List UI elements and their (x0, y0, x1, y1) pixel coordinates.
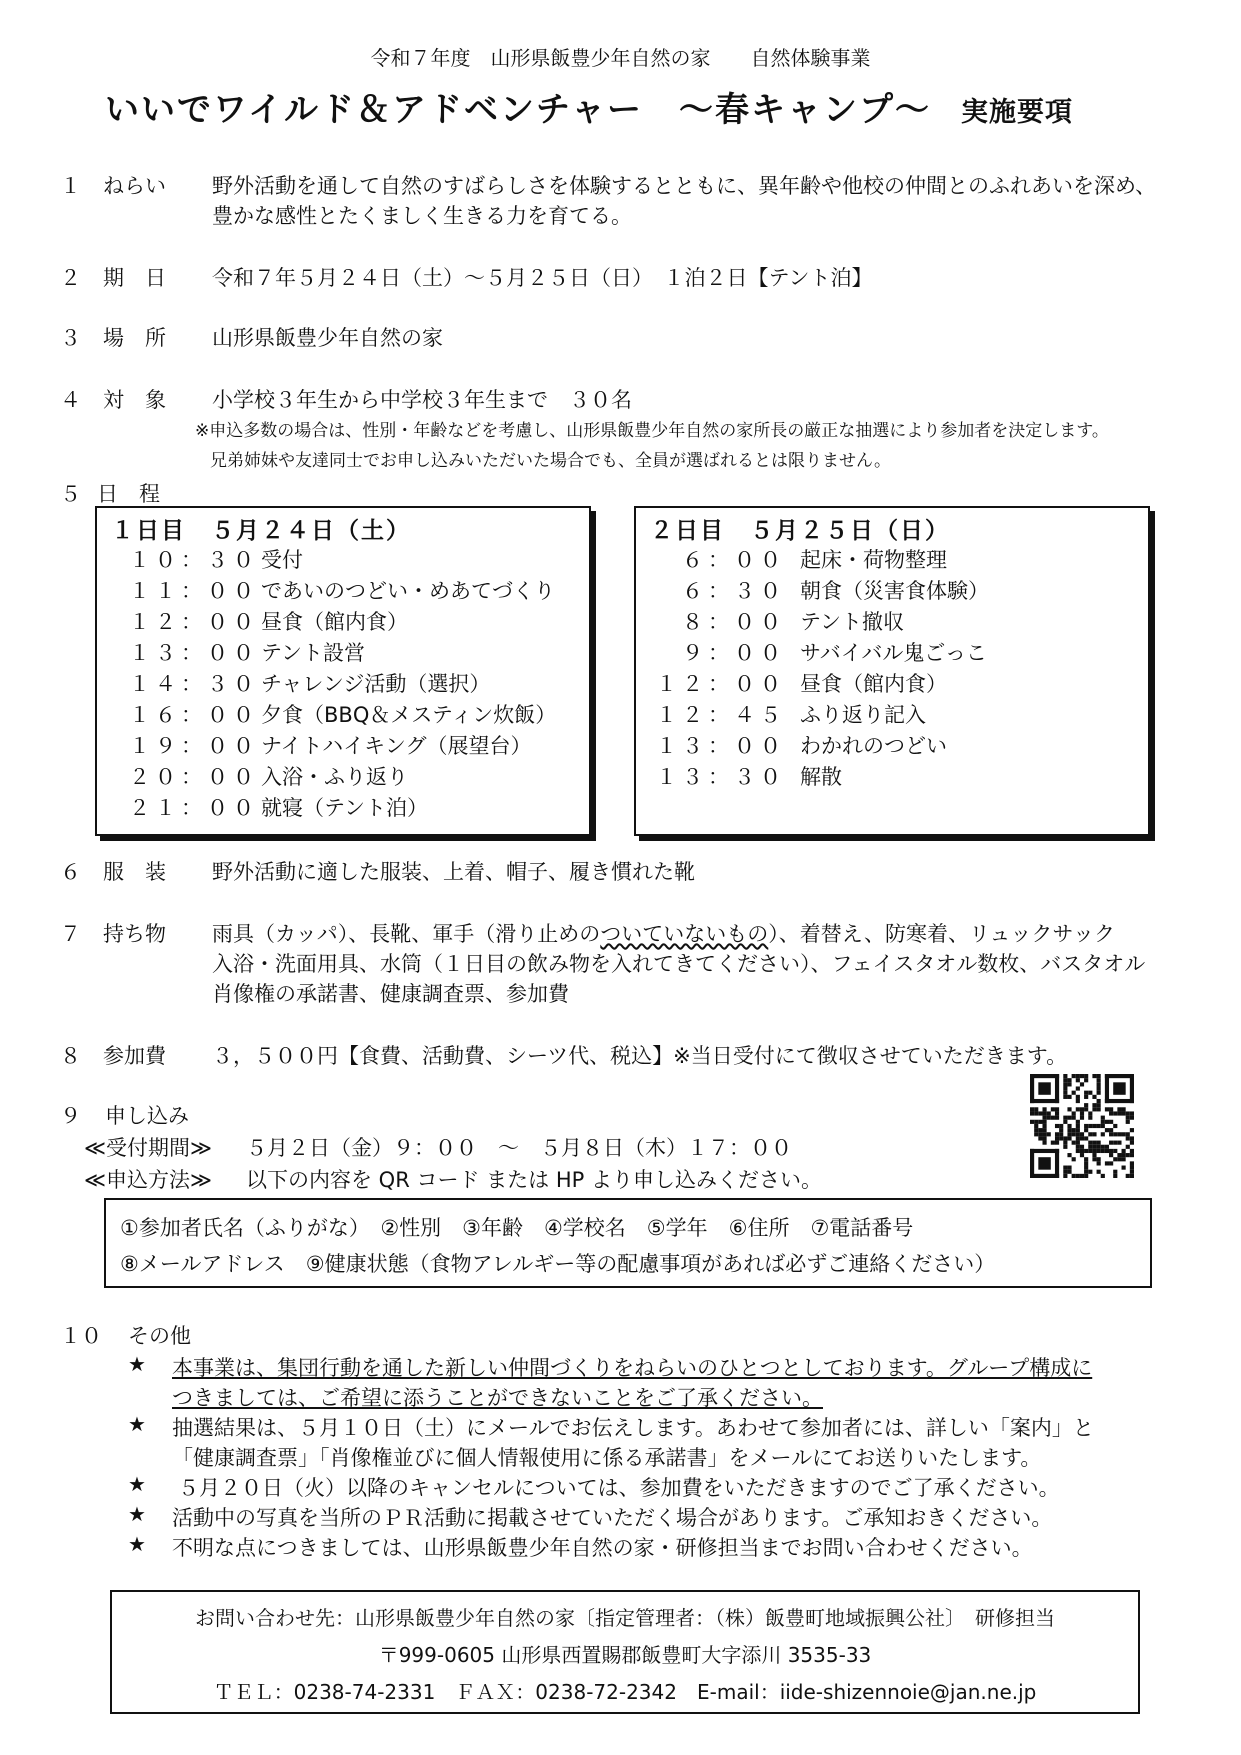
other-note-1-line2: つきましては、ご希望に添うことができないことをご了承ください。 (172, 1386, 823, 1410)
day1-time: ２０：００ (129, 765, 259, 789)
star-bullet: ★ (128, 1352, 146, 1376)
application-method-label: ≪申込方法≫ (84, 1168, 212, 1192)
belongings-part-c: ）、着替え、防寒着、リュックサック (768, 922, 1116, 946)
other-note-5: 不明な点につきましては、山形県飯豊少年自然の家・研修担当までお問い合わせください。 (172, 1536, 1033, 1560)
day1-time: １９：００ (129, 734, 259, 758)
section-3-text: 山形県飯豊少年自然の家 (212, 326, 443, 350)
application-items-line1: ①参加者氏名（ふりがな） ②性別 ③年齢 ④学校名 ⑤学年 ⑥住所 ⑦電話番号 (120, 1216, 914, 1240)
day1-time: １１：００ (129, 579, 259, 603)
day2-time: ８：００ (682, 610, 786, 634)
day2-event: 解散 (800, 765, 842, 789)
day1-event: 就寝（テント泊） (261, 796, 428, 820)
section-8-text: ３，５００円【食費、活動費、シーツ代、税込】※当日受付にて徴収させていただきます。 (212, 1044, 1068, 1068)
schedule-day1-box (95, 506, 591, 836)
day1-time: １２：００ (129, 610, 259, 634)
section-3-label: 場 所 (103, 326, 166, 350)
section-1-text-line2: 豊かな感性とたくましく生きる力を育てる。 (212, 204, 632, 228)
section-4-note-line1: ※申込多数の場合は、性別・年齢などを考慮し、山形県飯豊少年自然の家所長の厳正な抽選により参加者を決定します。 (195, 421, 1109, 441)
day2-time: １２：００ (656, 672, 786, 696)
day1-time: １６：００ (129, 703, 259, 727)
section-5-number: ５ (60, 482, 81, 506)
other-note-2-line2: 「健康調査票」「肖像権並びに個人情報使用に係る承諾書」をメールにてお送りいたします。 (172, 1446, 1042, 1470)
day2-event: 朝食（災害食体験） (800, 579, 989, 603)
day1-event: 昼食（館内食） (261, 610, 408, 634)
section-1-text-line1: 野外活動を通して自然のすばらしさを体験するとともに、異年齢や他校の仲間とのふれあいを深め、 (212, 174, 1157, 198)
day1-event: テント設営 (261, 641, 365, 665)
section-7-label: 持ち物 (103, 922, 166, 946)
other-note-2-line1: 抽選結果は、５月１０日（土）にメールでお伝えします。あわせて参加者には、詳しい「案内」と (172, 1416, 1094, 1440)
event-subtitle: 令和７年度 山形県飯豊少年自然の家 自然体験事業 (370, 46, 871, 70)
day1-event: チャレンジ活動（選択） (261, 672, 491, 696)
section-5-label: 日 程 (97, 482, 160, 506)
day2-event: わかれのつどい (800, 734, 947, 758)
section-1-number: １ (60, 174, 81, 198)
schedule-day2-heading: ２日目 ５月２５日（日） (650, 518, 950, 544)
day2-time: ９：００ (682, 641, 786, 665)
other-note-1-line1: 本事業は、集団行動を通した新しい仲間づくりをねらいのひとつとしております。グループ構成に (172, 1356, 1093, 1380)
section-8-number: ８ (60, 1044, 81, 1068)
day2-event: 昼食（館内食） (800, 672, 947, 696)
schedule-day2-box (634, 506, 1150, 836)
section-4-note-line2: 兄弟姉妹や友達同士でお申し込みいただいた場合でも、全員が選ばれるとは限りません。 (210, 451, 892, 471)
section-10-label: その他 (128, 1324, 191, 1348)
contact-line1: お問い合わせ先：山形県飯豊少年自然の家〔指定管理者：（株）飯豊町地域振興公社〕 研修担当 (195, 1606, 1055, 1630)
schedule-day1-heading: １日目 ５月２４日（土） (111, 518, 411, 544)
application-period-label: ≪受付期間≫ (84, 1136, 212, 1160)
section-2-text: 令和７年５月２４日（土）～５月２５日（日） １泊２日【テント泊】 (212, 266, 873, 290)
day2-time: ６：００ (682, 548, 786, 572)
day1-event: 夕食（BBQ＆メスティン炊飯） (261, 703, 557, 727)
other-note-3: ５月２０日（火）以降のキャンセルについては、参加費をいただきますのでご了承ください。 (178, 1476, 1060, 1500)
day2-time: ６：３０ (682, 579, 786, 603)
section-9-number: ９ (60, 1104, 81, 1128)
day2-time: １３：００ (656, 734, 786, 758)
section-4-text: 小学校３年生から中学校３年生まで ３０名 (212, 388, 632, 412)
section-6-text: 野外活動に適した服装、上着、帽子、履き慣れた靴 (212, 860, 695, 884)
day1-time: １４：３０ (129, 672, 259, 696)
section-1-label: ねらい (103, 174, 166, 198)
day2-time: １３：３０ (656, 765, 786, 789)
section-3-number: ３ (60, 326, 81, 350)
day1-event: であいのつどい・めあてづくり (261, 579, 555, 603)
contact-address: 〒999-0605 山形県西置賜郡飯豊町大字添川 3535-33 (378, 1643, 872, 1667)
section-7-number: ７ (60, 922, 81, 946)
section-8-label: 参加費 (103, 1044, 166, 1068)
section-7-text-line2: 入浴・洗面用具、水筒（１日目の飲み物を入れてきてください）、フェイスタオル数枚、バスタオル (212, 952, 1146, 976)
page-title (105, 82, 1073, 131)
section-9-label: 申し込み (105, 1104, 189, 1128)
section-10-number: １０ (60, 1324, 102, 1348)
star-bullet: ★ (128, 1412, 146, 1436)
application-period: ５月２日（金）９：００ ～ ５月８日（木）１７：００ (246, 1136, 792, 1160)
day1-event: 入浴・ふり返り (261, 765, 408, 789)
qr-code-icon[interactable] (1030, 1074, 1134, 1178)
star-bullet: ★ (128, 1472, 146, 1496)
day1-event: ナイトハイキング（展望台） (261, 734, 532, 758)
section-7-text-line1 (212, 918, 1115, 948)
day1-time: １３：００ (129, 641, 259, 665)
section-6-number: ６ (60, 860, 81, 884)
day2-event: 起床・荷物整理 (800, 548, 947, 572)
day2-event: ふり返り記入 (800, 703, 926, 727)
star-bullet: ★ (128, 1532, 146, 1556)
contact-box (110, 1590, 1140, 1714)
section-2-label: 期 日 (103, 266, 166, 290)
title-tail: 実施要項 (960, 97, 1073, 128)
day2-event: テント撤収 (800, 610, 904, 634)
section-4-number: ４ (60, 388, 81, 412)
section-2-number: ２ (60, 266, 81, 290)
application-items-line2: ⑧メールアドレス ⑨健康状態（食物アレルギー等の配慮事項があれば必ずご連絡ください） (120, 1252, 996, 1276)
day2-time: １２：４５ (656, 703, 786, 727)
application-items-box (104, 1198, 1152, 1288)
other-note-4: 活動中の写真を当所のＰＲ活動に掲載させていただく場合があります。ご承知おきください。 (172, 1506, 1053, 1530)
section-6-label: 服 装 (103, 860, 166, 884)
application-method: 以下の内容を QR コード または HP より申し込みください。 (246, 1168, 822, 1192)
title-main: いいでワイルド＆アドベンチャー ～春キャンプ～ (105, 90, 931, 130)
day1-event: 受付 (261, 548, 303, 572)
star-bullet: ★ (128, 1502, 146, 1526)
day1-time: ２１：００ (129, 796, 259, 820)
section-4-label: 対 象 (103, 388, 166, 412)
contact-tel-fax-email[interactable]: ＴＥＬ：0238-74-2331 ＦＡＸ：0238-72-2342 E-mail：iide-shizennoie@jan.ne.jp (213, 1680, 1037, 1704)
day2-event: サバイバル鬼ごっこ (800, 641, 987, 665)
day1-time: １０：３０ (129, 548, 259, 572)
belongings-emphasis: ついていないもの (600, 922, 769, 946)
section-7-text-line3: 肖像権の承諾書、健康調査票、参加費 (212, 982, 569, 1006)
belongings-part-a: 雨具（カッパ）、長靴、軍手（滑り止めの (212, 922, 601, 946)
